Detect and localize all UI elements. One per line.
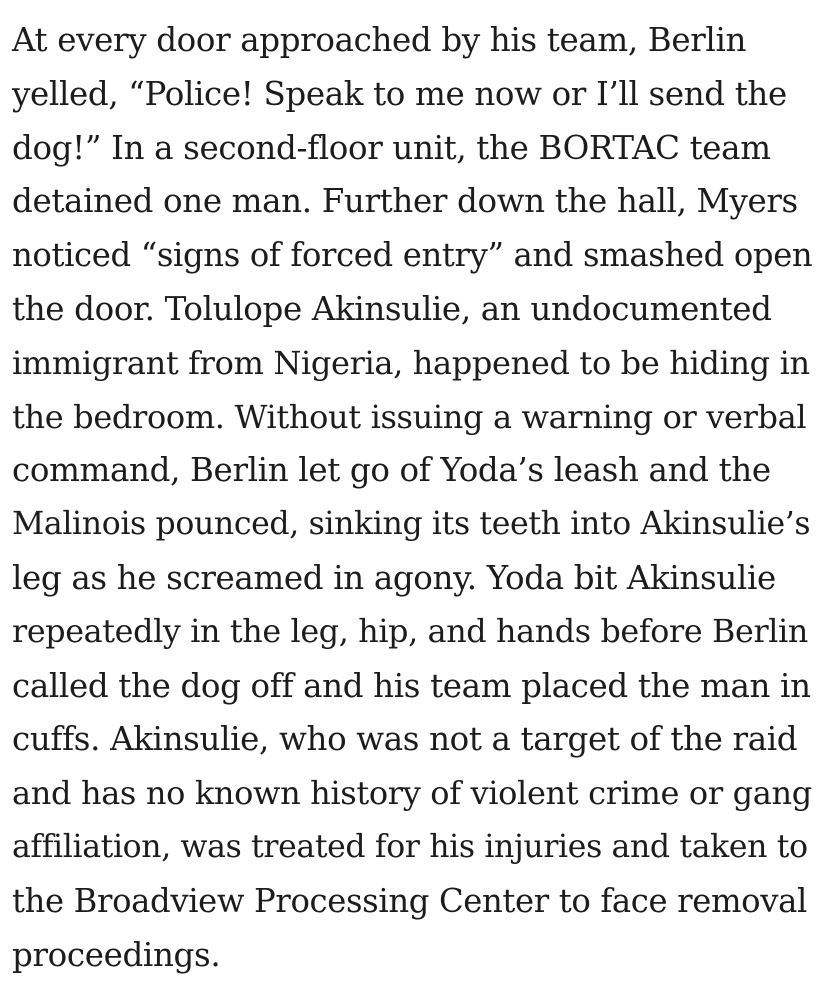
paragraph-line: cuffs. Akinsulie, who was not a target of the raid	[12, 720, 798, 759]
paragraph-line: Malinois pounced, sinking its teeth into Akinsulie’s	[12, 506, 811, 543]
paragraph-line: dog!” In a second-floor unit, the BORTAC team	[12, 128, 771, 167]
article-paragraph	[12, 14, 812, 982]
paragraph-line: repeatedly in the leg, hip, and hands before Berlin	[12, 613, 808, 650]
paragraph-line: the door. Tolulope Akinsulie, an undocumented	[12, 289, 772, 328]
paragraph-line: immigrant from Nigeria, happened to be hiding in	[12, 343, 810, 382]
paragraph-line: At every door approached by his team, Berlin	[12, 21, 747, 59]
article-body	[12, 14, 812, 982]
paragraph-line: yelled, “Police! Speak to me now or I’ll send the	[12, 74, 787, 113]
paragraph-line: detained one man. Further down the hall, Myers	[12, 182, 798, 221]
paragraph-line: proceedings.	[12, 935, 221, 974]
paragraph-line: noticed “signs of forced entry” and smashed open	[12, 236, 813, 275]
paragraph-line: the Broadview Processing Center to face removal	[12, 881, 807, 920]
paragraph-line: command, Berlin let go of Yoda’s leash and the	[12, 451, 771, 490]
paragraph-line: affiliation, was treated for his injuries and taken to	[12, 828, 808, 865]
paragraph-line: and has no known history of violent crime or gang	[12, 774, 812, 813]
paragraph-line: the bedroom. Without issuing a warning or verbal	[12, 397, 807, 436]
paragraph-line: leg as he screamed in agony. Yoda bit Akinsulie	[12, 558, 776, 597]
paragraph-line: called the dog off and his team placed the man in	[12, 666, 811, 705]
